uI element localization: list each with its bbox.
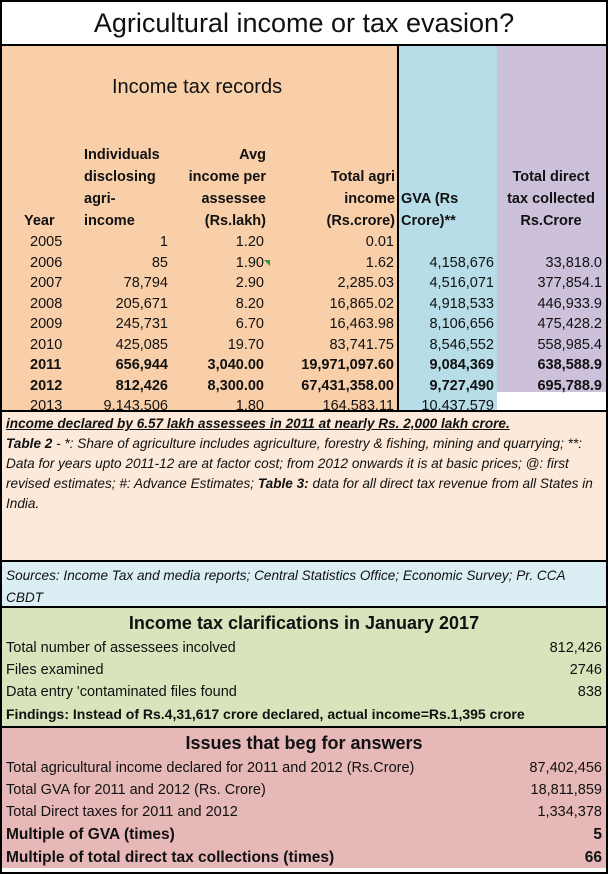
page-title: Agricultural income or tax evasion? bbox=[2, 2, 606, 46]
list-item: Total GVA for 2011 and 2012 (Rs. Crore) 18,811,859 bbox=[6, 782, 602, 798]
cell-avg-income: 3,040.00 bbox=[207, 357, 264, 373]
cell-year: 2007 bbox=[30, 275, 63, 291]
cell-avg-income: 1.90 bbox=[235, 254, 264, 271]
comment-marker-icon bbox=[264, 260, 270, 266]
cell-avg-income: 19.70 bbox=[227, 336, 264, 353]
cell-gva: 10,437,579 bbox=[421, 398, 494, 414]
cell-agri-income: 67,431,358.00 bbox=[301, 377, 394, 394]
table-row bbox=[2, 335, 606, 355]
cell-individuals: 656,944 bbox=[115, 357, 168, 373]
table-row bbox=[2, 232, 606, 252]
cell-individuals: 812,426 bbox=[115, 377, 168, 394]
notes-body: Table 2 - *: Share of agriculture includes agriculture, forestry & fishing, mining and quarrying; **: Data for years upto 2011-12 are at factor cost; from 2012 onwards it is at basic prices; @: first revised estimates; #: Advance Estimates; Table 3: data for all direct tax revenue from all States in India. bbox=[6, 436, 593, 511]
table-row bbox=[2, 273, 606, 293]
cell-agri-income: 1.62 bbox=[365, 254, 394, 271]
cell-individuals: 78,794 bbox=[123, 275, 168, 291]
header-individuals: Individuals disclosing agri- income bbox=[84, 147, 160, 229]
cell-gva: 9,727,490 bbox=[429, 377, 494, 394]
table-row bbox=[2, 376, 606, 396]
cell-year: 2011 bbox=[30, 357, 62, 373]
clarifications-section bbox=[2, 608, 606, 728]
cell-agri-income: 2,285.03 bbox=[337, 275, 394, 291]
cell-individuals: 205,671 bbox=[115, 295, 168, 312]
cell-direct-tax: 475,428.2 bbox=[537, 316, 602, 332]
cell-direct-tax: 638,588.9 bbox=[537, 357, 602, 373]
issues-section bbox=[2, 728, 606, 868]
cell-individuals: 245,731 bbox=[115, 316, 168, 332]
cell-avg-income: 2.90 bbox=[235, 275, 264, 291]
income-tax-records-table bbox=[2, 46, 606, 412]
cell-year: 2005 bbox=[30, 234, 63, 250]
table-row bbox=[2, 396, 606, 416]
header-total-agri-income: Total agri income (Rs.crore) bbox=[326, 169, 395, 229]
cell-gva: 4,918,533 bbox=[429, 295, 494, 312]
issues-title: Issues that beg for answers bbox=[185, 733, 423, 753]
list-item: Multiple of total direct tax collections (times) 66 bbox=[6, 849, 602, 866]
list-item: Total number of assessees incolved 812,426 bbox=[6, 640, 602, 656]
list-item: Total agricultural income declared for 2011 and 2012 (Rs.Crore) 87,402,456 bbox=[6, 760, 602, 776]
cell-direct-tax: 377,854.1 bbox=[537, 275, 602, 291]
table-row bbox=[2, 294, 606, 314]
cell-agri-income: 16,463.98 bbox=[329, 316, 394, 332]
sources-note: Sources: Income Tax and media reports; Central Statistics Office; Economic Survey; Pr. CCA CBDT bbox=[2, 562, 606, 608]
cell-individuals: 85 bbox=[151, 254, 168, 271]
cell-individuals: 425,085 bbox=[115, 336, 168, 353]
cell-avg-income: 1.80 bbox=[235, 398, 264, 414]
cell-gva: 9,084,369 bbox=[429, 357, 494, 373]
list-item: Multiple of GVA (times) 5 bbox=[6, 826, 602, 843]
cell-year: 2013 bbox=[30, 398, 63, 414]
cell-agri-income: 19,971,097.60 bbox=[301, 357, 394, 373]
cell-agri-income: 16,865.02 bbox=[329, 295, 394, 312]
header-total-direct-tax: Total direct tax collected Rs.Crore bbox=[507, 169, 595, 229]
cell-avg-income: 8.20 bbox=[235, 295, 264, 312]
cell-year: 2006 bbox=[30, 254, 63, 271]
header-year: Year bbox=[24, 213, 55, 229]
cell-agri-income: 0.01 bbox=[365, 234, 394, 250]
cell-avg-income: 1.20 bbox=[235, 234, 264, 250]
notes-lead: income declared by 6.57 lakh assessees in 2011 at nearly Rs. 2,000 lakh crore. bbox=[6, 416, 510, 431]
table-row bbox=[2, 355, 606, 375]
findings-text: Findings: Instead of Rs.4,31,617 crore declared, actual income=Rs.1,395 crore bbox=[6, 706, 525, 722]
clarifications-title: Income tax clarifications in January 2017 bbox=[128, 613, 480, 633]
cell-year: 2008 bbox=[30, 295, 63, 312]
cell-agri-income: 164,583.11 bbox=[322, 398, 394, 414]
cell-year: 2012 bbox=[30, 377, 63, 394]
cell-avg-income: 6.70 bbox=[235, 316, 264, 332]
cell-gva: 8,546,552 bbox=[429, 336, 494, 353]
cell-direct-tax: 446,933.9 bbox=[537, 295, 602, 312]
list-item: Total Direct taxes for 2011 and 2012 1,334,378 bbox=[6, 804, 602, 820]
cell-avg-income: 8,300.00 bbox=[207, 377, 264, 394]
cell-agri-income: 83,741.75 bbox=[329, 336, 394, 353]
table-row bbox=[2, 253, 606, 273]
cell-gva: 4,158,676 bbox=[429, 254, 494, 271]
cell-gva: 8,106,656 bbox=[429, 316, 494, 332]
table-row bbox=[2, 314, 606, 334]
list-item: Files examined 2746 bbox=[6, 662, 602, 678]
cell-year: 2010 bbox=[30, 336, 63, 353]
header-avg-income: Avg income per assessee (Rs.lakh) bbox=[188, 147, 266, 229]
cell-year: 2009 bbox=[30, 316, 63, 332]
cell-gva: 4,516,071 bbox=[429, 275, 494, 291]
cell-individuals: 9,143,506 bbox=[103, 398, 168, 414]
cell-individuals: 1 bbox=[159, 234, 168, 250]
header-gva: GVA (Rs Crore)** bbox=[401, 191, 459, 229]
cell-direct-tax: 695,788.9 bbox=[537, 377, 602, 394]
table-notes bbox=[2, 412, 606, 562]
cell-direct-tax: 33,818.0 bbox=[545, 254, 602, 271]
list-item: Data entry 'contaminated files found 838 bbox=[6, 684, 602, 700]
cell-direct-tax: 558,985.4 bbox=[537, 336, 602, 353]
records-title: Income tax records bbox=[112, 76, 283, 98]
